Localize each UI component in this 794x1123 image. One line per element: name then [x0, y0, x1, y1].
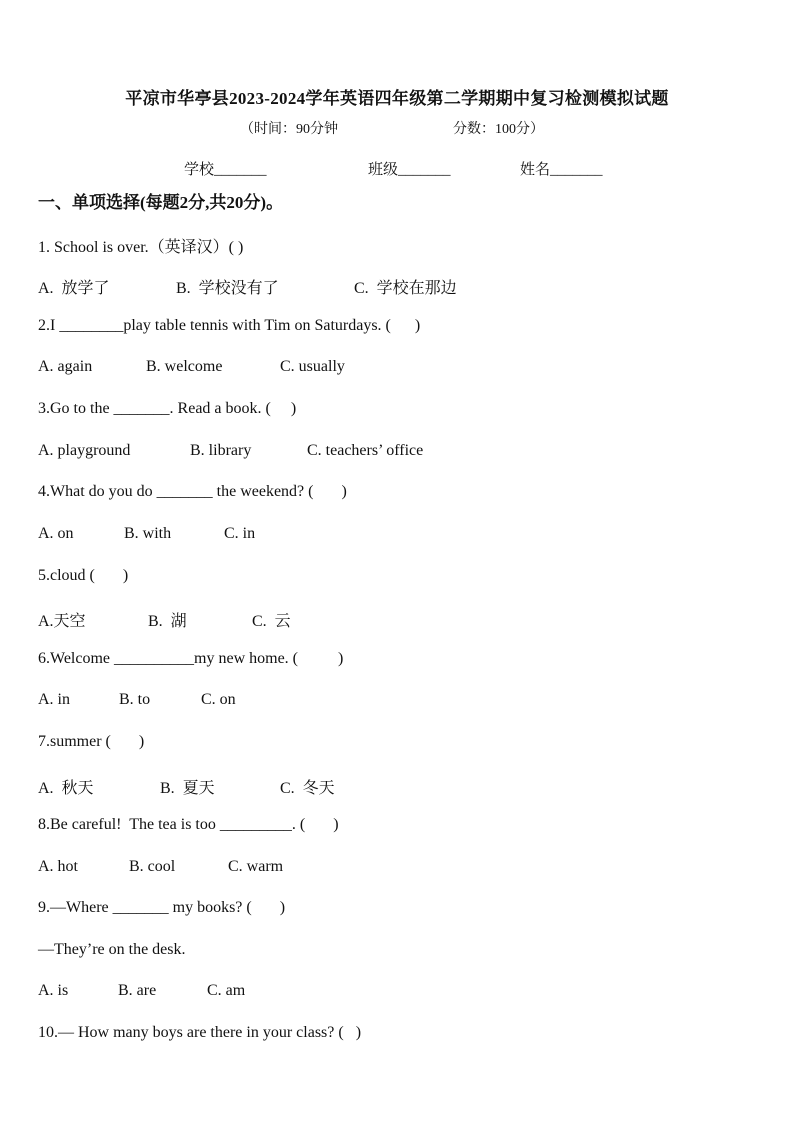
option-c: C. am — [207, 982, 246, 999]
option-b: B. 湖 — [148, 613, 187, 630]
page-title: 平凉市华亭县2023-2024学年英语四年级第二学期期中复习检测模拟试题 — [125, 89, 669, 108]
option-b: B. library — [190, 442, 252, 459]
class-field: 班级_______ — [368, 162, 451, 178]
option-c: C. warm — [228, 858, 284, 875]
option-c: C. usually — [280, 358, 345, 375]
option-c: C. 冬天 — [280, 780, 335, 797]
option-c: C. 学校在那边 — [354, 280, 457, 297]
exam-time: （时间：90分钟 — [240, 122, 338, 137]
option-b: B. 学校没有了 — [176, 280, 279, 297]
option-a: A. is — [38, 982, 69, 999]
option-b: B. to — [119, 691, 151, 708]
option-c: C. teachers’ office — [307, 442, 424, 459]
option-c: C. 云 — [252, 613, 291, 630]
question-dialogue: —They’re on the desk. — [38, 941, 186, 958]
option-a: A. again — [38, 358, 93, 375]
option-b: B. welcome — [146, 358, 223, 375]
section-title: 一、单项选择(每题2分,共20分)。 — [38, 193, 284, 212]
question-stem: 6.Welcome __________my new home. ( ) — [38, 650, 344, 667]
option-b: B. 夏天 — [160, 780, 215, 797]
question-stem: 4.What do you do _______ the weekend? ( ) — [38, 483, 347, 500]
question-stem: 1. School is over.（英译汉）( ) — [38, 239, 244, 256]
question-stem: 8.Be careful! The tea is too _________. ( ) — [38, 816, 339, 833]
school-field: 学校_______ — [184, 162, 267, 178]
option-a: A. 秋天 — [38, 780, 94, 797]
question-stem: 3.Go to the _______. Read a book. ( ) — [38, 400, 297, 417]
exam-score: 分数：100分） — [453, 122, 544, 137]
option-b: B. are — [118, 982, 157, 999]
question-stem: 9.—Where _______ my books? ( ) — [38, 899, 286, 916]
question-stem: 5.cloud ( ) — [38, 567, 129, 584]
question-stem: 10.— How many boys are there in your class? ( ) — [38, 1024, 362, 1041]
option-a: A.天空 — [38, 613, 86, 630]
option-a: A. in — [38, 691, 70, 708]
name-field: 姓名_______ — [520, 162, 603, 178]
option-c: C. in — [224, 525, 256, 542]
option-a: A. on — [38, 525, 74, 542]
option-c: C. on — [201, 691, 236, 708]
question-stem: 2.I ________play table tennis with Tim on Saturdays. ( ) — [38, 317, 421, 334]
option-a: A. hot — [38, 858, 78, 875]
option-a: A. 放学了 — [38, 280, 110, 297]
question-stem: 7.summer ( ) — [38, 733, 145, 750]
option-b: B. with — [124, 525, 172, 542]
option-b: B. cool — [129, 858, 176, 875]
option-a: A. playground — [38, 442, 131, 459]
